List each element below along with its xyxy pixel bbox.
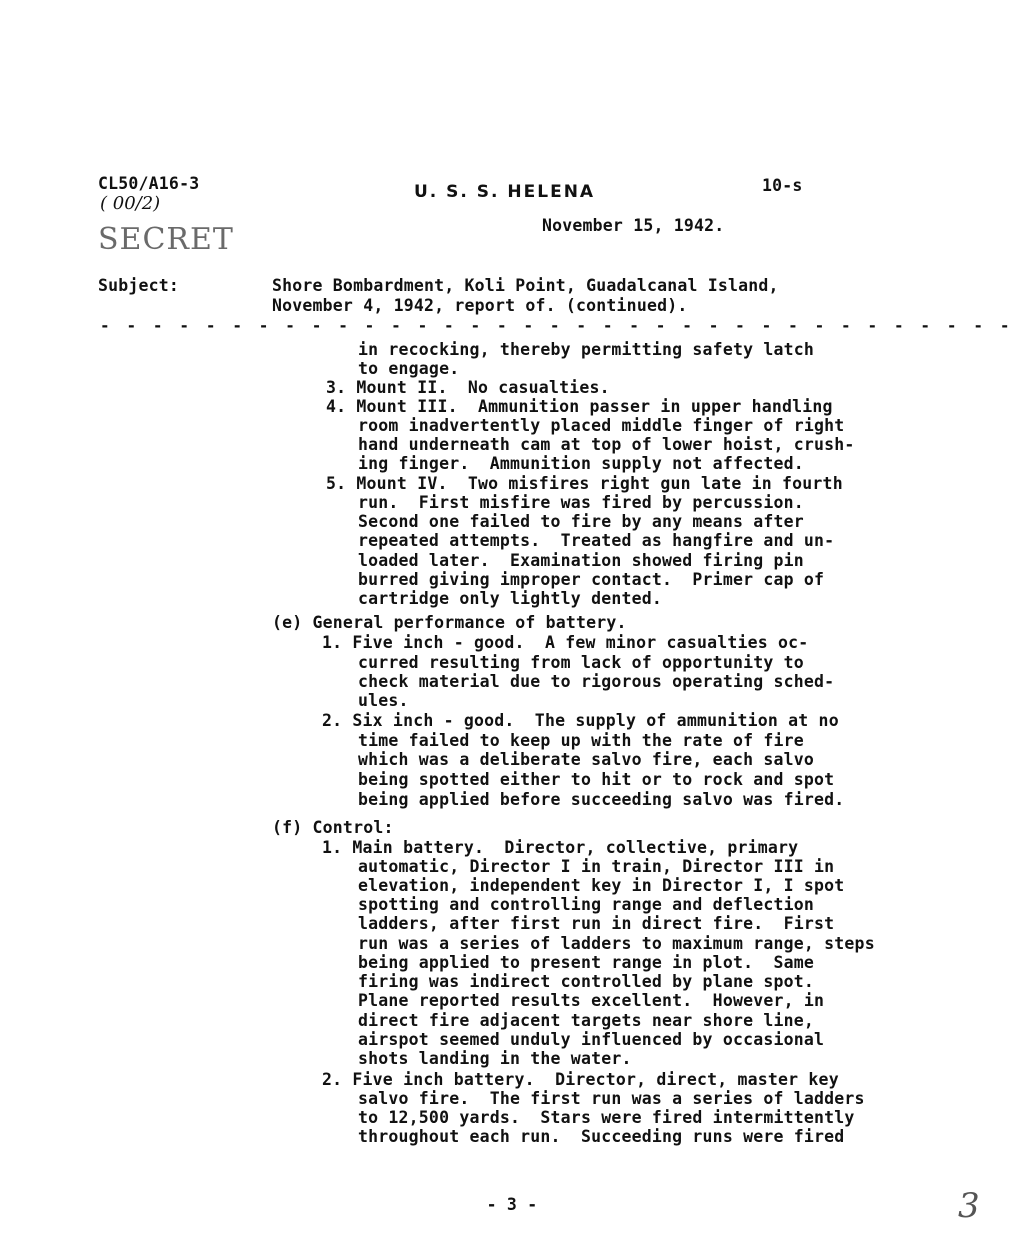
body-line: 3. Mount II. No casualties.	[326, 378, 610, 397]
body-line: firing was indirect controlled by plane spot.	[358, 972, 815, 991]
body-line: 2. Five inch battery. Director, direct, master key	[322, 1070, 839, 1089]
series-code: 10-s	[762, 176, 803, 195]
body-line: airspot seemed unduly influenced by occasional	[358, 1030, 825, 1049]
body-line: Plane reported results excellent. However, in	[358, 991, 825, 1010]
body-line: elevation, independent key in Director I, I spot	[358, 876, 845, 895]
body-line: ladders, after first run in direct fire. First	[358, 914, 835, 933]
body-line: to 12,500 yards. Stars were fired intermittently	[358, 1108, 855, 1127]
body-line: hand underneath cam at top of lower hoist, crush-	[358, 435, 855, 454]
body-line: being applied to present range in plot. Same	[358, 953, 815, 972]
body-line: 4. Mount III. Ammunition passer in upper handling	[326, 397, 833, 416]
body-line: automatic, Director I in train, Director III in	[358, 857, 835, 876]
body-line: repeated attempts. Treated as hangfire and un-	[358, 531, 835, 550]
body-line: shots landing in the water.	[358, 1049, 632, 1068]
body-line: run. First misfire was fired by percussion.	[358, 493, 804, 512]
body-line: direct fire adjacent targets near shore line,	[358, 1011, 815, 1030]
body-line: time failed to keep up with the rate of fire	[358, 731, 804, 750]
divider-line: - - - - - - - - - - - - - - - - - - - - - - - - - - - - - - - - - - -	[100, 316, 1014, 335]
section-heading: (e) General performance of battery.	[272, 613, 627, 632]
body-line: check material due to rigorous operating sched-	[358, 672, 835, 691]
body-line: room inadvertently placed middle finger of right	[358, 416, 845, 435]
document-date: November 15, 1942.	[542, 216, 725, 235]
body-line: loaded later. Examination showed firing pin	[358, 551, 804, 570]
body-line: burred giving improper contact. Primer cap of	[358, 570, 825, 589]
body-line: salvo fire. The first run was a series of ladders	[358, 1089, 865, 1108]
body-line: spotting and controlling range and deflection	[358, 895, 815, 914]
handwritten-reference: ( 00/2)	[100, 193, 161, 214]
subject-label: Subject:	[98, 276, 180, 295]
subject-line-2: November 4, 1942, report of. (continued).	[272, 296, 688, 315]
body-line: in recocking, thereby permitting safety latch	[358, 340, 815, 359]
body-line: being spotted either to hit or to rock and spot	[358, 770, 835, 789]
file-code: CL50/A16-3	[98, 174, 200, 193]
body-line: being applied before succeeding salvo was fired.	[358, 790, 845, 809]
body-line: which was a deliberate salvo fire, each salvo	[358, 750, 815, 769]
body-line: cartridge only lightly dented.	[358, 589, 663, 608]
subject-line-1: Shore Bombardment, Koli Point, Guadalcanal Island,	[272, 276, 779, 295]
handwritten-page-number: 3	[958, 1186, 980, 1226]
body-line: throughout each run. Succeeding runs were fired	[358, 1127, 845, 1146]
body-line: ules.	[358, 691, 409, 710]
body-line: 2. Six inch - good. The supply of ammunition at no	[322, 711, 839, 730]
body-line: run was a series of ladders to maximum range, steps	[358, 934, 875, 953]
body-line: 1. Five inch - good. A few minor casualties oc-	[322, 633, 809, 652]
body-line: 5. Mount IV. Two misfires right gun late in fourth	[326, 474, 843, 493]
body-line: ing finger. Ammunition supply not affected.	[358, 454, 804, 473]
ship-name: U. S. S. HELENA	[414, 182, 596, 202]
classification-stamp: SECRET	[98, 222, 234, 257]
body-line: Second one failed to fire by any means after	[358, 512, 804, 531]
body-line: to engage.	[358, 359, 460, 378]
page-number: - 3 -	[486, 1195, 538, 1214]
body-line: 1. Main battery. Director, collective, primary	[322, 838, 799, 857]
body-line: curred resulting from lack of opportunity to	[358, 653, 804, 672]
section-heading: (f) Control:	[272, 818, 394, 837]
